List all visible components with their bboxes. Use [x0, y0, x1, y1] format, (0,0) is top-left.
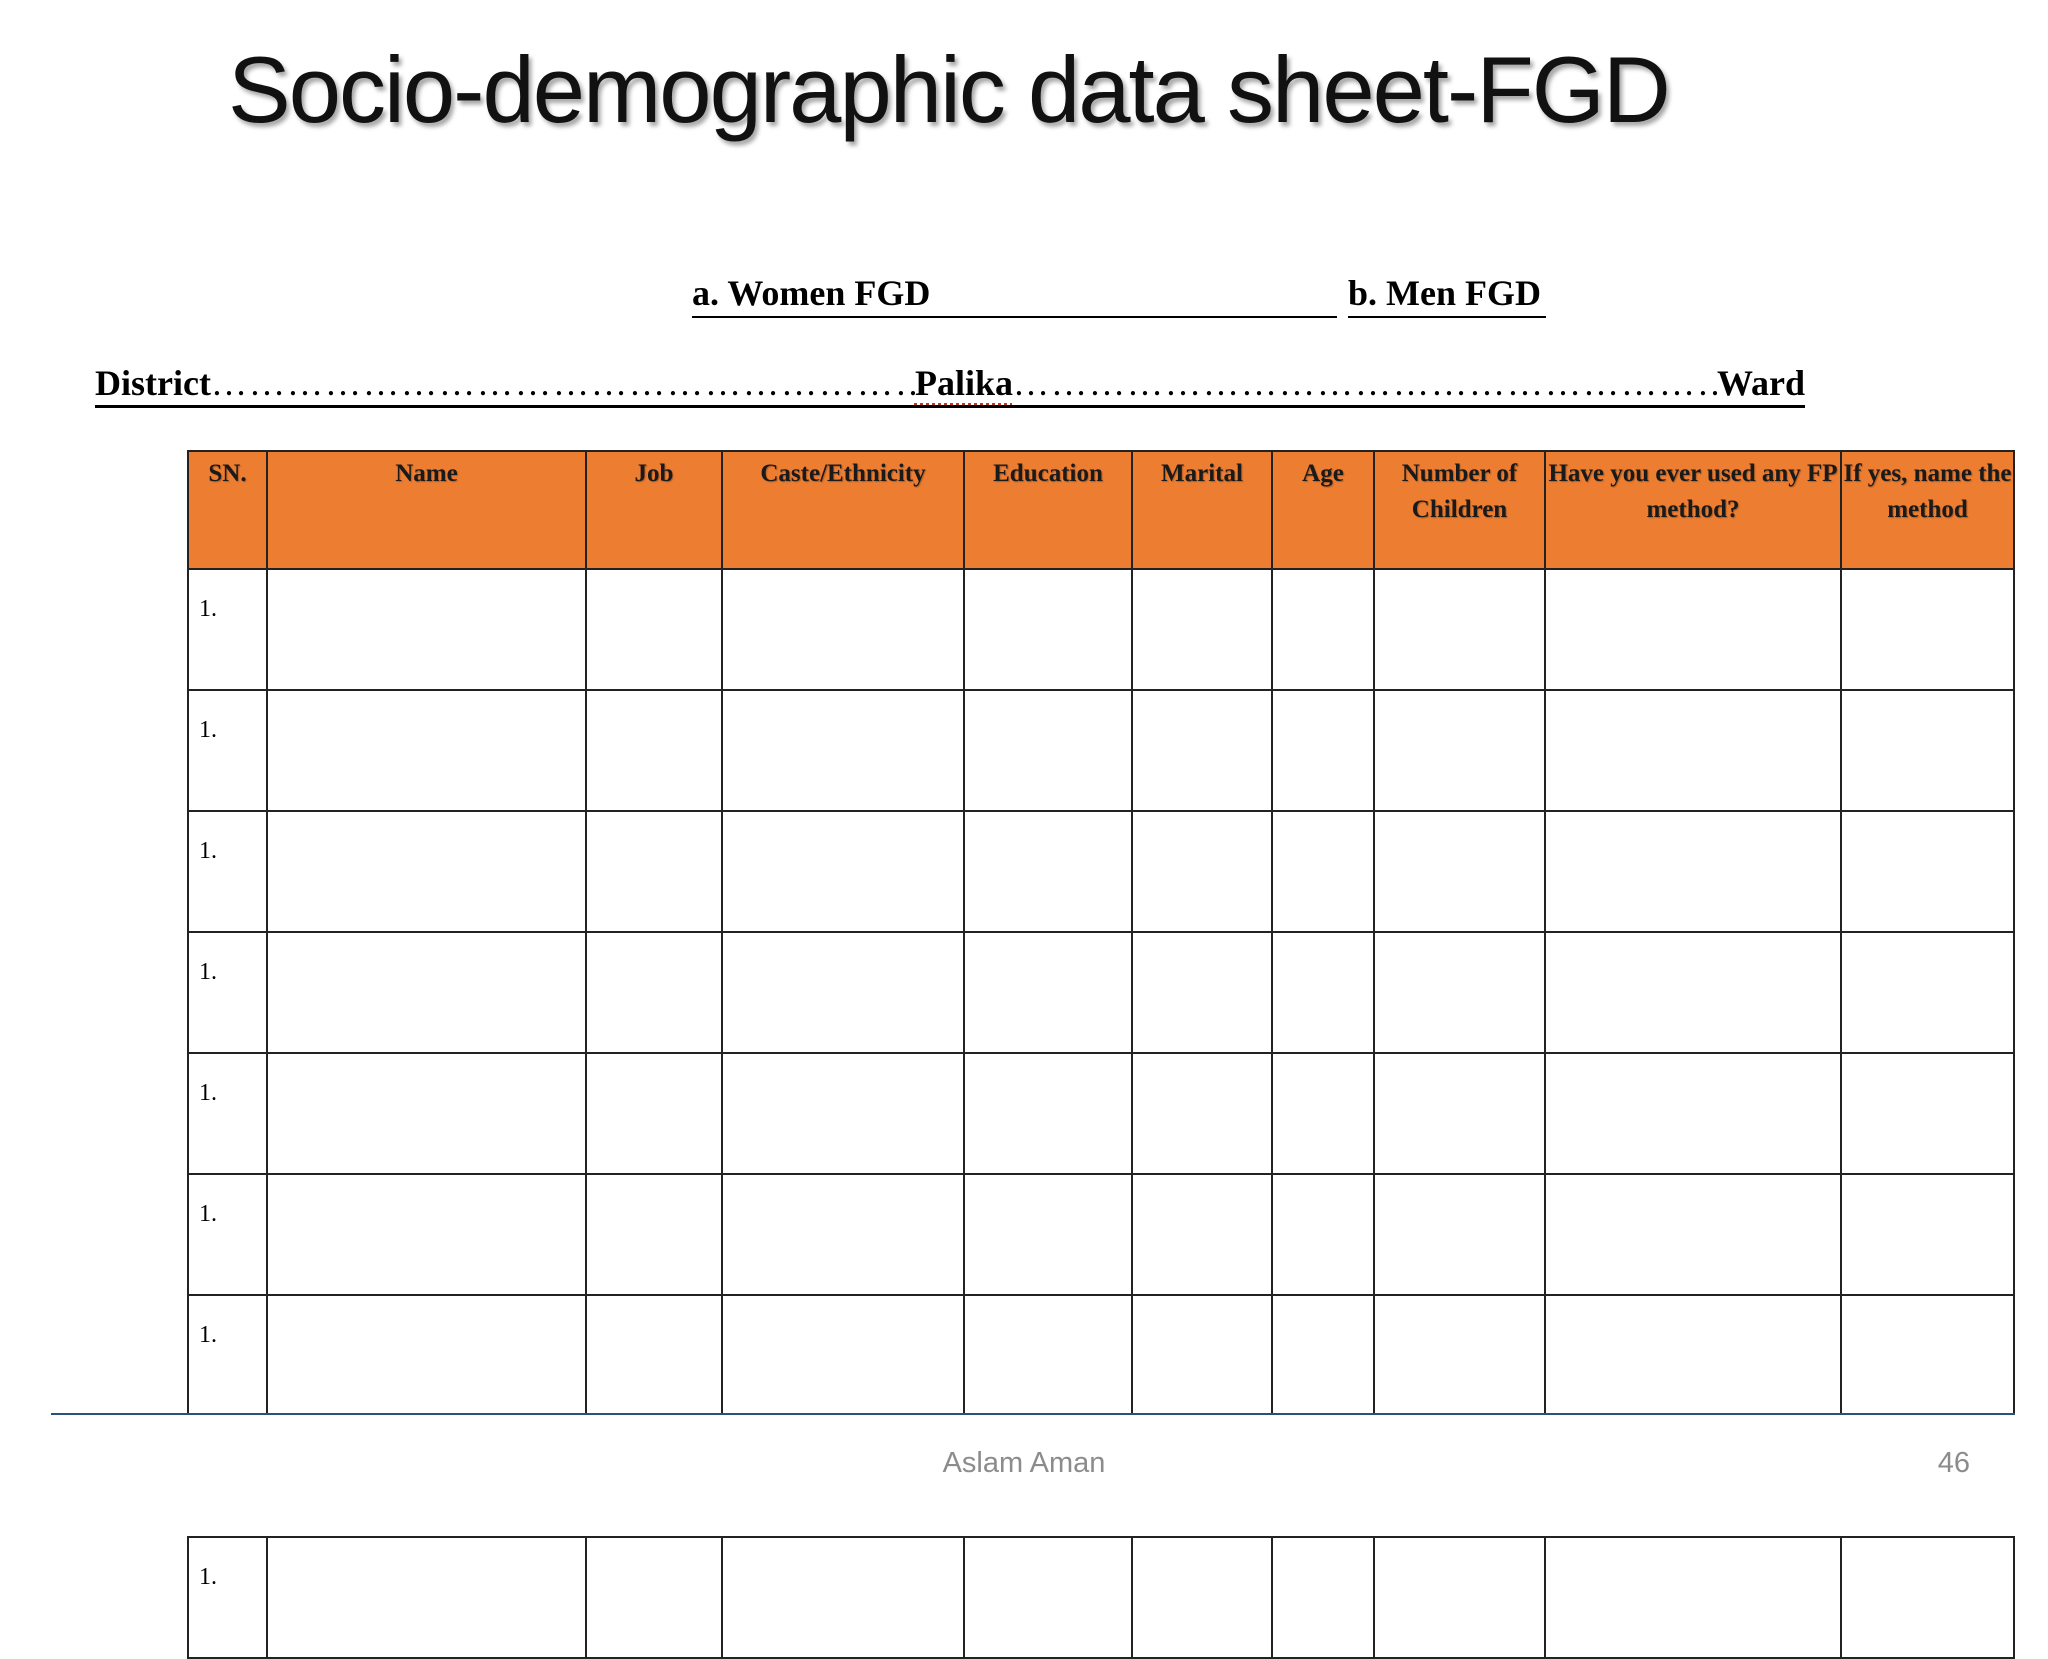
number-of-children-cell: [1374, 1295, 1545, 1416]
number-of-children-cell: [1374, 1537, 1545, 1658]
district-blank: [211, 362, 915, 405]
marital-cell: [1132, 569, 1272, 690]
caste-ethnicity-cell: [722, 1053, 964, 1174]
number-of-children-cell: [1374, 932, 1545, 1053]
name-cell: [267, 1295, 586, 1416]
table-row: [188, 1295, 2014, 1416]
palika-label: Palika: [914, 363, 1013, 403]
header-name: Name: [267, 451, 586, 569]
marital-cell: [1132, 1295, 1272, 1416]
age-cell: [1272, 1053, 1374, 1174]
job-cell: [586, 569, 722, 690]
marital-cell: [1132, 811, 1272, 932]
caste-ethnicity-cell: [722, 1537, 964, 1658]
number-of-children-cell: [1374, 811, 1545, 932]
number-of-children-cell: [1374, 569, 1545, 690]
age-cell: [1272, 569, 1374, 690]
fp-method-used-cell: [1545, 932, 1841, 1053]
age-cell: [1272, 1295, 1374, 1416]
women-fgd-label: a. Women FGD: [692, 272, 1337, 318]
header-fp-method-used: Have you ever used any FP method?: [1545, 451, 1841, 569]
sn-cell: 1.: [188, 1053, 267, 1174]
table-row: [188, 1537, 2014, 1658]
method-name-cell: [1841, 1537, 2014, 1658]
education-cell: [964, 1174, 1132, 1295]
footer-author: Aslam Aman: [942, 1447, 1106, 1479]
name-cell: [267, 1537, 586, 1658]
age-cell: [1272, 1537, 1374, 1658]
ward-label: Ward: [1717, 363, 1805, 403]
name-cell: [267, 1174, 586, 1295]
table-row: [188, 1174, 2014, 1295]
age-cell: [1272, 932, 1374, 1053]
job-cell: [586, 1174, 722, 1295]
method-name-cell: [1841, 1053, 2014, 1174]
fp-method-used-cell: [1545, 690, 1841, 811]
education-cell: [964, 1295, 1132, 1416]
caste-ethnicity-cell: [722, 569, 964, 690]
education-cell: [964, 1053, 1132, 1174]
fp-method-used-cell: [1545, 569, 1841, 690]
method-name-cell: [1841, 569, 2014, 690]
name-cell: [267, 1053, 586, 1174]
sn-cell: 1.: [188, 569, 267, 690]
education-cell: [964, 690, 1132, 811]
caste-ethnicity-cell: [722, 932, 964, 1053]
method-name-cell: [1841, 690, 2014, 811]
caste-ethnicity-cell: [722, 1295, 964, 1416]
method-name-cell: [1841, 1295, 2014, 1416]
name-cell: [267, 569, 586, 690]
marital-cell: [1132, 690, 1272, 811]
sn-cell: 1.: [188, 1295, 267, 1416]
age-cell: [1272, 1174, 1374, 1295]
table-row: [188, 569, 2014, 690]
job-cell: [586, 1053, 722, 1174]
marital-cell: [1132, 1174, 1272, 1295]
number-of-children-cell: [1374, 1053, 1545, 1174]
caste-ethnicity-cell: [722, 690, 964, 811]
fp-method-used-cell: [1545, 1174, 1841, 1295]
number-of-children-cell: [1374, 1174, 1545, 1295]
method-name-cell: [1841, 1174, 2014, 1295]
education-cell: [964, 932, 1132, 1053]
method-name-cell: [1841, 811, 2014, 932]
slide-title: Socio-demographic data sheet-FGD: [228, 37, 1669, 142]
marital-cell: [1132, 932, 1272, 1053]
header-sn: SN.: [188, 451, 267, 569]
location-line: [95, 362, 1805, 408]
age-cell: [1272, 690, 1374, 811]
header-education: Education: [964, 451, 1132, 569]
education-cell: [964, 811, 1132, 932]
marital-cell: [1132, 1537, 1272, 1658]
marital-cell: [1132, 1053, 1272, 1174]
age-cell: [1272, 811, 1374, 932]
sn-cell: 1.: [188, 811, 267, 932]
footer-divider: [51, 1413, 2015, 1415]
header-caste-ethnicity: Caste/Ethnicity: [722, 451, 964, 569]
table-header-row: [188, 451, 2014, 569]
method-name-cell: [1841, 932, 2014, 1053]
fp-method-used-cell: [1545, 1053, 1841, 1174]
district-label: District: [95, 363, 211, 403]
header-job: Job: [586, 451, 722, 569]
table-row: [188, 690, 2014, 811]
sn-cell: 1.: [188, 1537, 267, 1658]
header-method-name: If yes, name the method: [1841, 451, 2014, 569]
fp-method-used-cell: [1545, 1295, 1841, 1416]
job-cell: [586, 1295, 722, 1416]
header-age: Age: [1272, 451, 1374, 569]
name-cell: [267, 690, 586, 811]
job-cell: [586, 811, 722, 932]
sn-cell: 1.: [188, 1174, 267, 1295]
caste-ethnicity-cell: [722, 811, 964, 932]
table-row: [188, 932, 2014, 1053]
palika-blank: [1013, 362, 1717, 405]
name-cell: [267, 811, 586, 932]
page-number: 46: [1937, 1447, 1970, 1479]
job-cell: [586, 690, 722, 811]
table-row: [188, 811, 2014, 932]
sn-cell: 1.: [188, 690, 267, 811]
job-cell: [586, 1537, 722, 1658]
header-marital: Marital: [1132, 451, 1272, 569]
fp-method-used-cell: [1545, 1537, 1841, 1658]
table-row: [188, 1053, 2014, 1174]
caste-ethnicity-cell: [722, 1174, 964, 1295]
education-cell: [964, 1537, 1132, 1658]
men-fgd-label: b. Men FGD: [1348, 272, 1546, 318]
name-cell: [267, 932, 586, 1053]
header-number-of-children: Number of Children: [1374, 451, 1545, 569]
number-of-children-cell: [1374, 690, 1545, 811]
fp-method-used-cell: [1545, 811, 1841, 932]
sn-cell: 1.: [188, 932, 267, 1053]
education-cell: [964, 569, 1132, 690]
job-cell: [586, 932, 722, 1053]
